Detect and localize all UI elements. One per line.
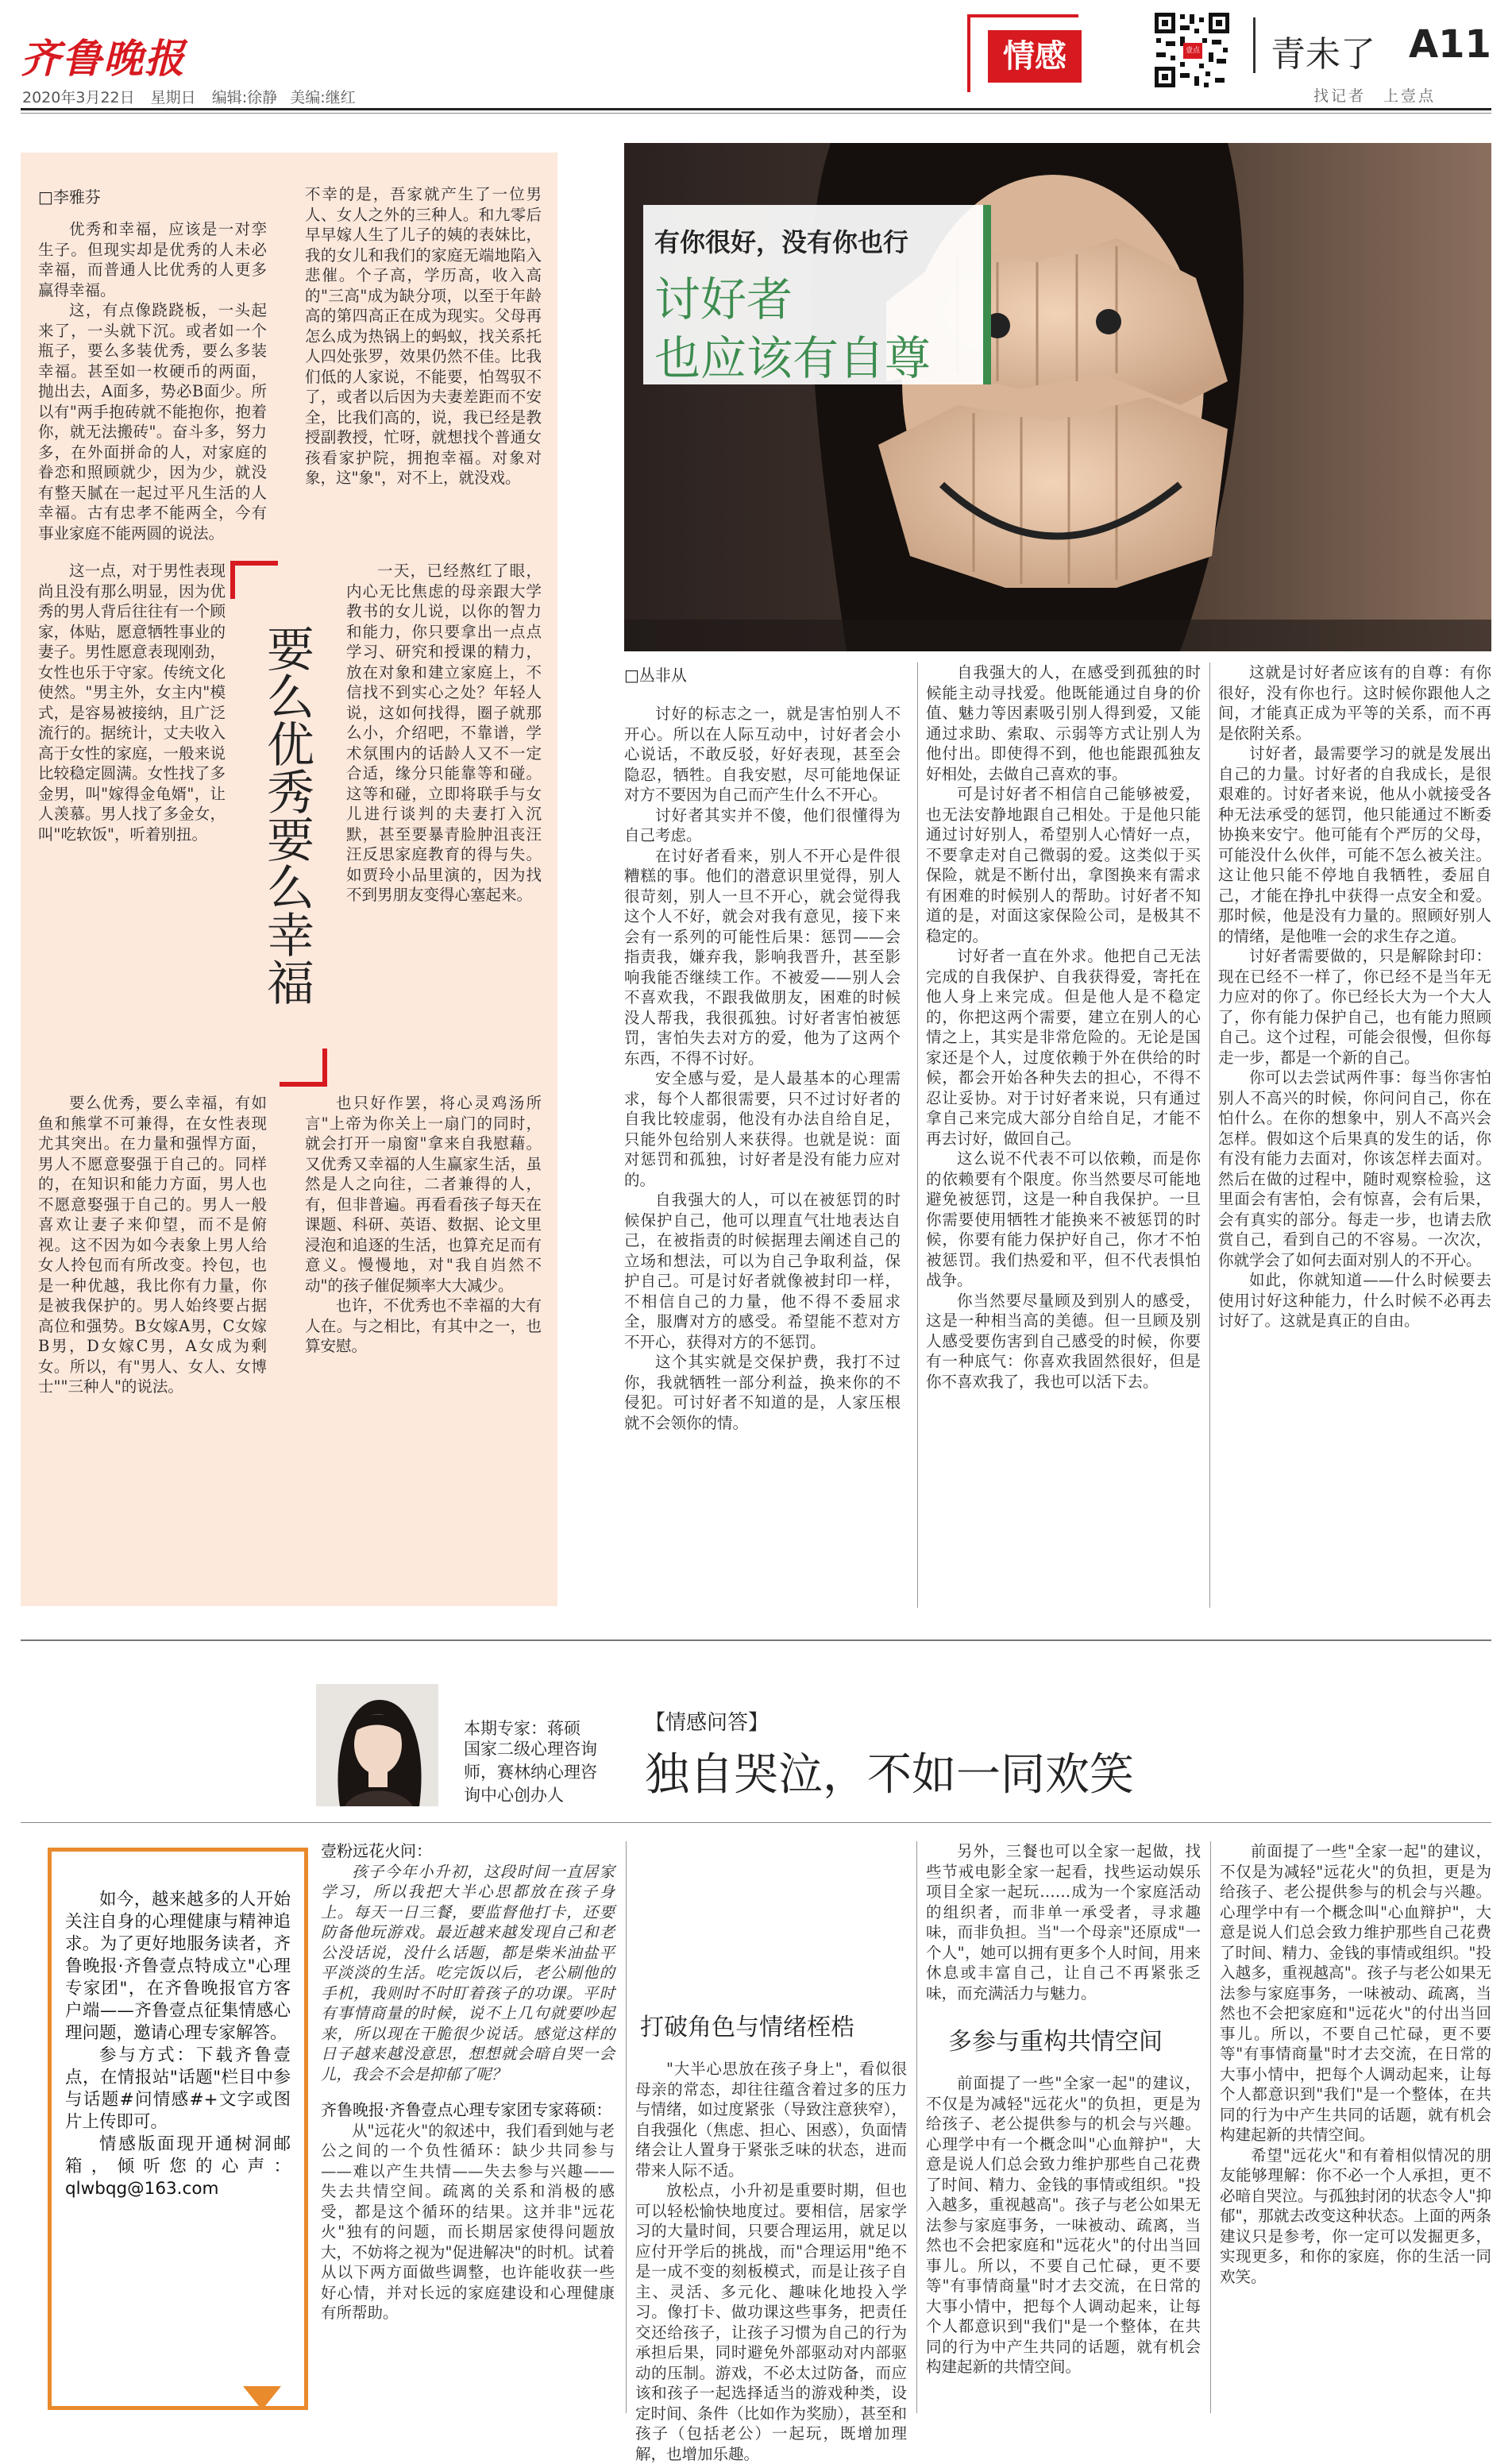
- masthead-rule-thin: [21, 113, 1491, 114]
- main-article-paragraph: 这么说不代表不可以依赖，而是你的依赖要有个限度。你当然要尽可能地避免被惩罚，这是一种自我保护。一旦你需要使用牺牲才能换来不被惩罚的时候，你要有能力保护好自己，你才不怕被惩罚。我们热爱和平，但不代表惧怕战争。: [926, 1149, 1201, 1289]
- main-article-paragraph: 你当然要尽量顾及到别人的感受，这是一种相当高的美德。但一旦顾及别人感受要伤害到自己感受的时候，你要有一种底气：你喜欢我固然很好，但是你不喜欢我了，我也可以活下去。: [926, 1291, 1201, 1391]
- qa-title: 独自哭泣，不如一同欢笑: [645, 1749, 1134, 1801]
- subheading: 多参与重构共情空间: [948, 2028, 1163, 2056]
- subheading: 打破角色与情绪桎梏: [640, 2014, 854, 2041]
- qr-code-icon: [1153, 11, 1231, 89]
- artist: 美编:继红: [290, 89, 356, 106]
- column-divider: [626, 1841, 627, 2413]
- left-article-paragraph: 一天，已经熬红了眼，内心无比焦虑的母亲跟大学教书的女儿说，以你的智力和能力，你只要拿出一点点学习、研究和授课的精力，放在对象和建立家庭上，不信找不到实心之处？年轻人说，这如何找得，圈子就那么小，介绍吧，不靠谱，学术氛围内的话龄人又不一定合适，缘分只能靠等和碰。这等和碰，立即将联手与女儿进行谈判的夫妻打入沉默，甚至要暴青脸肿沮丧汪汪反思家庭教育的得与失。如贾玲小品里演的，因为找不到男朋友变得心塞起来。: [346, 562, 542, 904]
- weekday: 星期日: [150, 89, 196, 106]
- left-article-paragraph: 这一点，对于男性表现尚且没有那么明显，因为优秀的男人背后往往有一个顾家，体贴，愿意牺牲事业的妻子。男性愿意表现刚劲，女性也乐于守家。传统文化使然。"男主外，女主内"模式，是容易被接纳，且广泛流行的。据统计，丈夫收入高于女性的家庭，一般来说比较稳定圆满。女性找了多金男，叫"嫁得金龟婿"，让人羡慕。男人找了多金女，叫"吃软饭"，听着别扭。: [38, 562, 226, 844]
- main-article-paragraph: 你可以去尝试两件事：每当你害怕别人不高兴的时候，你问问自己，你在怕什么。在你的想象中，别人不高兴会怎样。假如这个后果真的发生的话，你有没有能力去面对，你该怎样去面对。然后在做的过程中，随时观察检验，这里面会有害怕，会有惊喜，会有后果，会有真实的部分。每走一步，也请去欣赏自己，看到自己的不容易。一次次，你就学会了如何去面对别人的不开心。: [1218, 1068, 1491, 1269]
- answer-paragraph: 另外，三餐也可以全家一起做，找些节戒电影全家一起看，找些运动娱乐项目全家一起玩……成为一个家庭活动的组织者，而非单一承受者，寻求趣味，而非负担。当"一个母亲"还原成"一个人"，她可以拥有更多个人时间，用来休息或丰富自己，让自己不再紧张乏味，而充满活力与魅力。: [926, 1842, 1201, 2002]
- left-article-col2-bottom: [305, 1093, 542, 1593]
- main-article-paragraph: 在讨好者看来，别人不开心是件很糟糕的事。他们的潜意识里觉得，别人很苛刻，别人一旦不开心，就会觉得我这个人不好，就会对我有意见，接下来会有一系列的可能性后果：惩罚——会指责我，嫌弃我，影响我晋升，甚至影响我能否继续工作。不被爱——别人会不喜欢我，不跟我做朋友，困难的时候没人帮我，我很孤独。讨好者害怕被惩罚，害怕失去对方的爱，他为了这两个东西，不得不讨好。: [624, 846, 901, 1068]
- editor: 编辑:徐静: [211, 89, 278, 106]
- promo-box-text: [65, 1889, 291, 2200]
- left-article-byline: □李雅芬: [38, 187, 101, 207]
- promo-paragraph: 参与方式：下载齐鲁壹点，在情报站"话题"栏目中参与话题#问情感#+文字或图片上传即可。: [65, 2045, 291, 2132]
- masthead: [0, 0, 1512, 111]
- main-article-col3: [1218, 662, 1491, 1608]
- left-article-col2-narrow: [346, 561, 542, 1085]
- section-name: 青未了: [1271, 34, 1375, 75]
- main-article-paragraph: 可是讨好者不相信自己能够被爱，也无法安静地跟自己相处。于是他只能通过讨好别人，希望别人心情好一点，不要拿走对自己微弱的爱。这类似于买保险，就是不断付出，拿图换来有需求有困难的时候别人的帮助。讨好者不知道的是，对面这家保险公司，是极其不稳定的。: [926, 785, 1201, 945]
- answer-paragraph: 放松点，小升初是重要时期，但也可以轻松愉快地度过。要相信，居家学习的大量时间，只要合理运用，就足以应付开学后的挑战，而"合理运用"绝不是一成不变的刻板模式，而是让孩子自主、灵活、多元化、趣味化地投入学习。像打卡、做功课这些事务，把责任交还给孩子，让孩子习惯为自己的行为承担后果，同时避免外部驱动对内部驱动的压制。游戏，不必太过防备，而应该和孩子一起选择适当的游戏种类，设定时间、条件（比如作为奖励），甚至和孩子（包括老公）一起玩，既增加理解，也增加乐趣。: [635, 2181, 907, 2463]
- column-divider: [1209, 662, 1210, 1608]
- qa-col1: [321, 1841, 615, 2421]
- column-divider: [916, 1841, 917, 2413]
- avatar: [316, 1684, 438, 1806]
- main-article-paragraph: 如此，你就知道——什么时候要去使用讨好这种能力，什么时候不必再去讨好了。这就是真正的自由。: [1218, 1271, 1491, 1330]
- section-tag: 情感: [988, 30, 1082, 83]
- main-article-paragraph: 讨好者需要做的，只是解除封印：现在已经不一样了，你已经不是当年无力应对的你了。你已经长大为一个大人了，你有能力保护自己，也有能力照顾自己。这个过程，可能会很慢，但你每走一步，都是一个新的自己。: [1218, 947, 1491, 1067]
- main-article-paragraph: 讨好者其实并不傻，他们很懂得为自己考虑。: [624, 805, 901, 844]
- left-article-paragraph: 不幸的是，吾家就产生了一位男人、女人之外的三种人。和九零后早早嫁人生了儿子的姨的表妹比，我的女儿和我们的家庭无端地陷入悲催。个子高，学历高，收入高的"三高"成为缺分项，以至于年龄高的第四高正在成为现实。父母再怎么成为热锅上的蚂蚁，找关系托人四处张罗，效果仍然不佳。比我们低的人家说，不能要，怕驾驭不了，或者以后因为夫妻差距而不安全，比我们高的，说，我已经是教授副教授，忙呀，就想找个普通女孩看家护院，拥抱幸福。对象对象，这"象"，对不上，就没戏。: [305, 185, 542, 487]
- main-article-byline: □丛非从: [624, 666, 687, 685]
- answer-continued: [635, 1841, 907, 2003]
- main-article-paragraph: 这个其实就是交保护费，我打不过你，我就牺牲一部分利益，换来你的不侵犯。可讨好者不知道的是，人家压根就不会领你的情。: [624, 1353, 901, 1432]
- title-bracket-bottom: [280, 1049, 327, 1087]
- left-article-col2: [305, 184, 542, 561]
- main-article-paragraph: 安全感与爱，是人最基本的心理需求，每个人都很需要，只不过讨好者的自我比较虚弱，他没有办法自给自足，只能外包给别人来获得。也就是说：面对惩罚和孤独，讨好者是没有能力应对的。: [624, 1069, 901, 1189]
- answer-paragraph: 从"远花火"的叙述中，我们看到她与老公之间的一个负性循环：缺少共同参与——难以产生共情——失去参与兴趣——失去共情空间。疏离的关系和消极的感受，都是这个循环的结果。这并非"远花火"独有的问题，而长期居家使得问题放大，不妨将之视为"促进解决"的时机。试着从以下两方面做些调整，也许能收获一些好心情，并对长远的家庭建设和心理健康有所帮助。: [321, 2121, 615, 2322]
- section-rule: [21, 1639, 1491, 1641]
- main-article-col1: [624, 704, 901, 1609]
- masthead-divider: [1253, 17, 1256, 73]
- qr-label: 壹点: [1185, 47, 1200, 55]
- promo-box-notch: [243, 2386, 281, 2410]
- expert-desc: 国家二级心理咨询师，赛林纳心理咨询中心创办人: [464, 1740, 597, 1805]
- newspaper-logo: 齐鲁晚报: [21, 35, 186, 82]
- qa-col3: [926, 1841, 1201, 2421]
- headline-big-1: 讨好者: [654, 272, 793, 326]
- main-article-paragraph: 自我强大的人，在感受到孤独的时候能主动寻找爱。他既能通过自身的价值、魅力等因素吸引别人得到爱，又能通过求助、索取、示弱等方式让别人为他付出。即使得不到，他也能跟孤独友好相处，去做自己喜欢的事。: [926, 663, 1201, 783]
- main-article-col2: [926, 662, 1201, 1608]
- main-article-paragraph: 自我强大的人，可以在被惩罚的时候保护自己，他可以理直气壮地表达自己，在被指责的时候据理去阐述自己的立场和想法，可以为自己争取利益，保护自己。可是讨好者就像被封印一样，不相信自己的力量，他不得不委屈求全，服膺对方的感受。希望能不惹对方不开心，获得对方的不惩罚。: [624, 1191, 901, 1351]
- column-divider: [1210, 1841, 1211, 2413]
- title-bracket-top: [230, 561, 278, 599]
- date-line: [22, 86, 356, 107]
- answer-paragraph: "大半心思放在孩子身上"，看似很母亲的常态，却往往蕴含着过多的压力与情绪，如过度紧张（导致注意狭窄），自我强化（焦虑、担心、困惑），负面情绪会让人置身于紧张乏味的状态，进而带来人际不适。: [635, 2060, 907, 2180]
- left-article-paragraph: 这，有点像跷跷板，一头起来了，一头就下沉。或者如一个瓶子，要么多装优秀，要么多装幸福。甚至如一枚硬币的两面，抛出去，A面多，势必B面少。所以有"两手抱砖就不能抱你，抱着你，就无法搬砖"。奋斗多，努力多，在外面拼命的人，对家庭的眷恋和照顾就少，因为少，就没有整天腻在一起过平凡生活的人幸福。古有忠孝不能两全，今有事业家庭不能两圆的说法。: [38, 301, 267, 543]
- left-article-col1-narrow: [38, 561, 226, 1085]
- question-text: 孩子今年小升初，这段时间一直居家学习，所以我把大半心思都放在孩子身上。每天一日三餐，要监督他打卡，还要防备他玩游戏。最近越来越发现自己和老公没话说，没什么话题，都是柴米油盐平平淡淡的生活。吃完饭以后，老公刷他的手机，我则时不时盯着孩子的功课。平时有事情商量的时候，说不上几句就要吵起来，所以现在干脆很少说话。感觉这样的日子越来越没意思，想想就会暗自哭一会儿，我会不会是抑郁了呢？: [321, 1862, 615, 2084]
- left-article-title: 要么优秀要么幸福: [259, 624, 314, 1006]
- main-article-paragraph: 讨好的标志之一，就是害怕别人不开心。所以在人际互动中，讨好者会小心说话，不敢反驳，好好表现，甚至会隐忍，牺牲。自我安慰，尽可能地保证对方不要因为自己而产生什么不开心。: [624, 705, 901, 804]
- date: 2020年3月22日: [22, 89, 135, 106]
- main-article-paragraph: 讨好者一直在外求。他把自己无法完成的自我保护、自我获得爱，寄托在他人身上来完成。但是他人是不稳定的，你把这两个需要，建立在别人的心情之上，其实是非常危险的。无论是国家还是个人，过度依赖于外在供给的时候，都会开始各种失去的担心，不得不忍让妥协。对于讨好者来说，只有通过拿自己来完成大部分自给自足，才能不再去讨好，做回自己。: [926, 947, 1201, 1148]
- headline-big-2: 也应该有自尊: [654, 331, 932, 385]
- qa-col2: [635, 1841, 907, 2463]
- promo-paragraph: 情感版面现开通树洞邮箱，倾听您的心声：qlwbqg@163.com: [65, 2134, 291, 2199]
- left-article-paragraph: 也许，不优秀也不幸福的大有人在。与之相比，有其中之一，也算安慰。: [305, 1296, 542, 1355]
- answer-paragraph: 前面提了一些"全家一起"的建议，不仅是为减轻"远花火"的负担，更是为给孩子、老公提供参与的机会与兴趣。心理学中有一个概念叫"心血辩护"，大意是说人们总会致力维护那些自己花费了时间、精力、金钱的事情或组织。"投入越多，重视越高"。孩子与老公如果无法参与家庭事务，一味被动、疏离，当然也不会把家庭和"远花火"的付出当回事儿。所以，不要自己忙碌，更不要等"有事情商量"时才去交流，在日常的大事小情中，把每个人调动起来，让每个人都意识到"我们"是一个整体，在共同的行为中产生共同的话题，就有机会构建起新的共情空间。: [1220, 1842, 1491, 2144]
- answer-paragraph: 希望"远花火"和有着相似情况的朋友能够理解：你不必一个人承担，更不必暗自哭泣。与孤独封闭的状态令人"抑郁"，那就去改变这种状态。上面的两条建议只是参考，你一定可以发掘更多，实现更多，和你的家庭，你的生活一同欢笑。: [1220, 2145, 1491, 2286]
- left-article-paragraph: 要么优秀，要么幸福，有如鱼和熊掌不可兼得，在女性表现尤其突出。在力量和强悍方面，男人不愿意娶强于自己的。同样的，在知识和能力方面，男人也不愿意娶强于自己的。男人一般喜欢让妻子来仰望，而不是俯视。这不因为如今表象上男人给女人拎包而有所改变。拎包，也是一种优越，我比你有力量，你是被我保护的。男人始终要占据高位和强势。B女嫁A男，C女嫁B男，D女嫁C男，A女成为剩女。所以，有"男人、女人、女博士""三种人"的说法。: [38, 1094, 267, 1396]
- main-article-paragraph: 讨好者，最需要学习的就是发展出自己的力量。讨好者的自我成长，是很艰难的。讨好者来说，他从小就接受各种无法承受的惩罚，他只能通过不断委协换来安宁。他可能有个严厉的父母，可能没什么伙伴，可能不怎么被关注。这让他只能不停地自我牺牲，委屈自己，才能在挣扎中获得一点安全和爱。那时候，他是没有力量的。照顾好别人的情绪，是他唯一会的求生存之道。: [1218, 744, 1491, 945]
- qa-tag: 【情感问答】: [645, 1711, 770, 1735]
- column-divider: [917, 662, 918, 1608]
- answer-label: 齐鲁晚报·齐鲁壹点心理专家团专家蒋硕：: [321, 2100, 612, 2119]
- expert-label: 本期专家：蒋硕: [464, 1719, 580, 1738]
- qa-rule: [21, 1822, 1491, 1823]
- left-article-paragraph: 也只好作罢，将心灵鸡汤所言"上帝为你关上一扇门的同时，就会打开一扇窗"拿来自我慰藉。又优秀又幸福的人生赢家生活，虽然是人之向往，二者兼得的人，有，但非普遍。再看看孩子每天在课题、科研、英语、数据、论文里浸泡和追逐的生活，也算充足而有意义。慢慢地，对"我自岿然不动"的孩子催促频率大大减少。: [305, 1094, 542, 1295]
- left-article-col1-bottom: [38, 1093, 267, 1593]
- question-label: 壹粉远花火问：: [321, 1841, 432, 1860]
- left-article-paragraph: 优秀和幸福，应该是一对孪生子。但现实却是优秀的人未必幸福，而普通人比优秀的人更多赢得幸福。: [38, 220, 267, 299]
- promo-paragraph: 如今，越来越多的人开始关注自身的心理健康与精神追求。为了更好地服务读者，齐鲁晚报·齐鲁壹点特成立"心理专家团"，在齐鲁晚报官方客户端——齐鲁壹点征集情感心理问题，邀请心理专家解答。: [65, 1890, 291, 2043]
- masthead-rule: [21, 108, 1491, 110]
- reporter-line: 找记者 上壹点: [1313, 87, 1437, 105]
- left-article-col1: [38, 219, 267, 561]
- page-number: A11: [1409, 22, 1491, 67]
- headline-box-accent: [983, 205, 991, 384]
- main-article-paragraph: 这就是讨好者应该有的自尊：有你很好，没有你也行。这时候你跟他人之间，才能真正成为平等的关系，而不再是依附关系。: [1218, 663, 1491, 743]
- qa-col4: [1220, 1841, 1491, 2421]
- headline-small: 有你很好，没有你也行: [654, 227, 909, 257]
- answer-paragraph: 前面提了一些"全家一起"的建议，不仅是为减轻"远花火"的负担，更是为给孩子、老公提供参与的机会与兴趣。心理学中有一个概念叫"心血辩护"，大意是说人们总会致力维护那些自己花费了时间、精力、金钱的事情或组织。"投入越多，重视越高"。孩子与老公如果无法参与家庭事务，一味被动、疏离，当然也不会把家庭和"远花火"的付出当回事儿。所以，不要自己忙碌，更不要等"有事情商量"时才去交流，在日常的大事小情中，把每个人调动起来，让每个人都意识到"我们"是一个整体，在共同的行为中产生共同的话题，就有机会构建起新的共情空间。: [926, 2074, 1201, 2376]
